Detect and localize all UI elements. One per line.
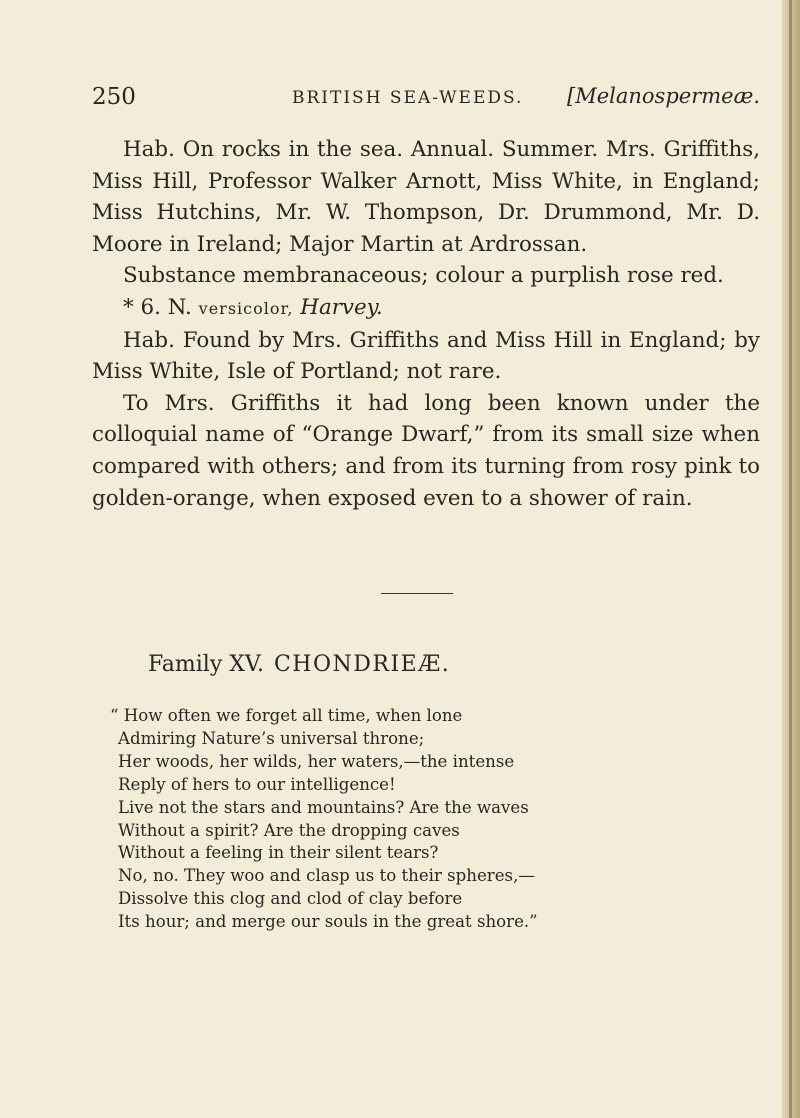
family-name: CHONDRIEÆ. [273, 652, 451, 677]
substance-paragraph: Substance membranaceous; colour a purplish rose red. [123, 263, 724, 289]
orange-dwarf-paragraph: To Mrs. Griffiths it had long been known under the colloquial name of “Orange Dwarf,” from its small size when compared with others; and from its turning from rosy pink to golden-orange, when exposed even to a shower of rain. [92, 390, 760, 511]
poem-line: No, no. They woo and clasp us to their spheres,— [118, 866, 535, 886]
species-name: versicolor, [198, 298, 294, 318]
page-gutter-shadow [789, 0, 792, 1118]
running-head [92, 84, 760, 124]
section-title: [Melanospermeæ. [567, 84, 760, 108]
poem-line: Dissolve this clog and clod of clay before [118, 889, 463, 909]
poem [110, 705, 718, 934]
family-heading [148, 652, 708, 677]
book-title: BRITISH SEA-WEEDS. [292, 88, 524, 108]
poem-line: Reply of hers to our intelligence! [118, 774, 396, 794]
body-text [92, 134, 760, 514]
poem-line: Her woods, her wilds, her waters,—the intense [118, 751, 515, 771]
species-heading [92, 292, 760, 325]
poem-line: Admiring Nature’s universal throne; [118, 728, 425, 748]
poem-line: Live not the stars and mountains? Are the waves [118, 797, 529, 817]
page-number: 250 [92, 84, 136, 110]
species-number: * 6. N. [123, 294, 192, 320]
section-divider [381, 593, 453, 594]
poem-line: Without a spirit? Are the dropping caves [118, 820, 460, 840]
species-author: Harvey. [300, 294, 383, 320]
found-paragraph: Hab. Found by Mrs. Griffiths and Miss Hill in England; by Miss White, Isle of Portland; not rare. [92, 327, 760, 385]
poem-line: Without a feeling in their silent tears? [118, 843, 439, 863]
habitat-paragraph: Hab. On rocks in the sea. Annual. Summer. Mrs. Griffiths, Miss Hill, Professor Walker Arnott, Miss White, in England; Miss Hutchins, Mr. W. Thompson, Dr. Drummond, Mr. D. Moore in Ireland; Major Martin at Ardrossan. [92, 137, 760, 257]
poem-line: Its hour; and merge our souls in the great shore.” [118, 912, 538, 932]
family-label: Family XV. [148, 652, 264, 677]
poem-line: “ How often we forget all time, when lone [110, 706, 463, 725]
